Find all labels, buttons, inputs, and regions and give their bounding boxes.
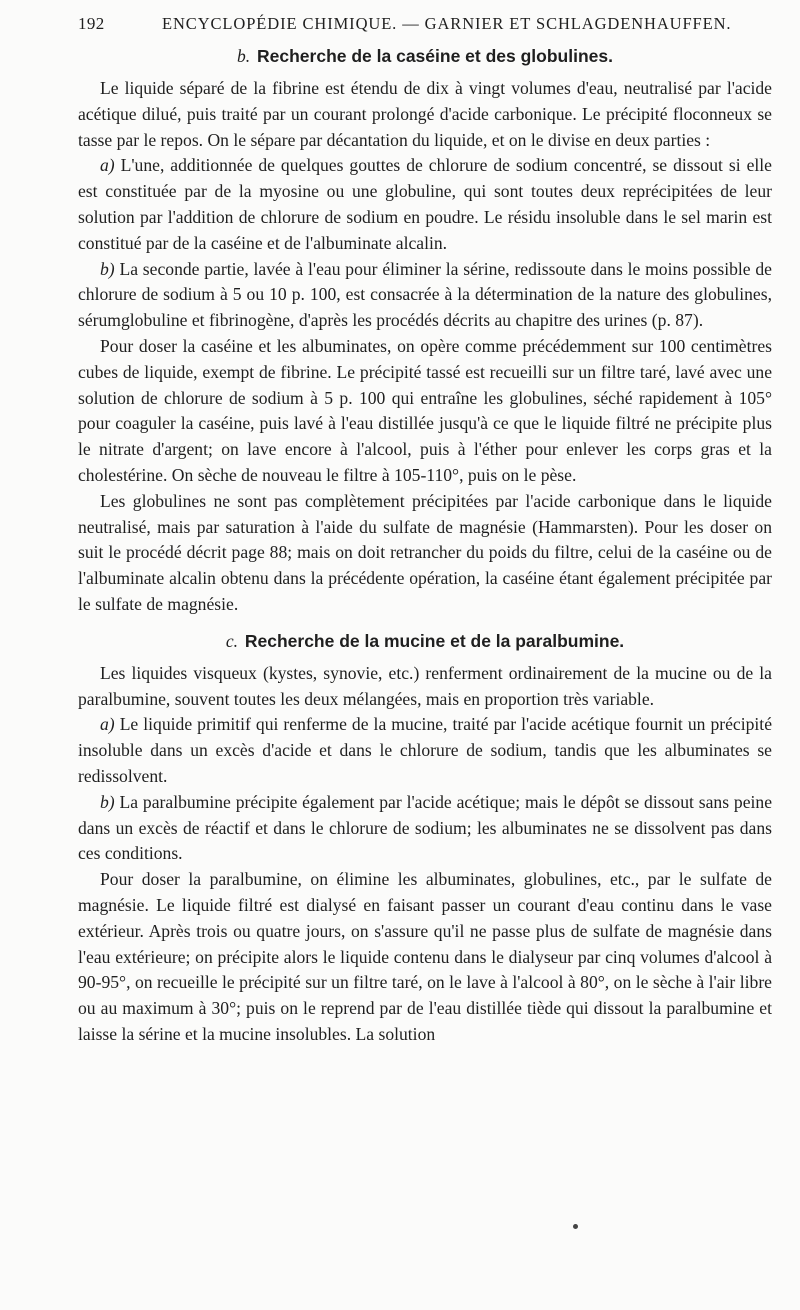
section-title: Recherche de la caséine et des globulines. [257, 46, 613, 66]
section-letter: c. [225, 630, 238, 651]
paragraph-text: Le liquide primitif qui renferme de la mucine, traité par l'acide acétique fournit un précipité insoluble dans un excès d'acide et dans le chlorure de sodium, tandis que les albuminates se redissolvent. [78, 714, 773, 786]
section-heading-b [78, 46, 772, 67]
item-marker: b) [100, 791, 115, 812]
print-speck [573, 1224, 578, 1229]
running-head [78, 14, 772, 40]
paragraph-text: Les globulines ne sont pas complètement précipitées par l'acide carbonique dans le liquide neutralisé, mais par saturation à l'aide du sulfate de magnésie (Hammarsten). Pour les doser on suit le procédé décrit page 88; mais on doit retrancher du poids du filtre, celui de la caséine ou de l'albuminate alcalin obtenu dans la précédente opération, la caséine étant également précipitée par le sulfate de magnésie. [78, 490, 772, 614]
section-letter: b. [237, 46, 251, 66]
paragraph-text: Pour doser la caséine et les albuminates, on opère comme précédemment sur 100 centimètres cubes de liquide, exempt de fibrine. Le précipité tassé est recueilli sur un filtre taré, lavé avec une solution de chlorure de sodium à 5 p. 100 qui entraîne les globulines, séché rapidement à 105° pour coaguler la caséine, puis lavé à l'eau distillée jusqu'à ce que le liquide filtré ne précipite plus le nitrate d'argent; on lave encore à l'alcool, puis à l'éther pour enlever les corps gras et la cholestérine. On sèche de nouveau le filtre à 105-110°, puis on le pèse. [78, 335, 772, 485]
section-gap [78, 618, 772, 625]
running-title: ENCYCLOPÉDIE CHIMIQUE. — GARNIER ET SCHLAGDENHAUFFEN. [162, 14, 732, 33]
paragraph [78, 790, 772, 867]
item-marker: a) [100, 155, 115, 176]
item-marker: b) [100, 258, 115, 279]
page-number: 192 [78, 14, 105, 33]
paragraph [78, 712, 772, 789]
paragraph-text: La paralbumine précipite également par l'acide acétique; mais le dépôt se dissout sans peine dans un excès de réactif et dans le chlorure de sodium; les albuminates ne se dissolvent pas dans ces conditions. [78, 791, 772, 864]
item-marker: a) [100, 714, 115, 735]
paragraph [78, 153, 772, 256]
paragraph-text: Pour doser la paralbumine, on élimine les albuminates, globulines, etc., par le sulfate de magnésie. Le liquide filtré est dialysé en faisant passer un courant d'eau continu dans le vase extérieur. Après trois ou quatre jours, on s'assure qu'il ne passe plus de sulfate de magnésie dans l'eau extérieure; on précipite alors le liquide contenu dans le dialyseur par cinq volumes d'alcool à 90-95°, on recueille le précipité sur un filtre taré, on le lave à l'alcool à 80°, on le sèche à l'air libre ou au maximum à 30°; puis on le reprend par de l'eau distillée tiède qui dissout la paralbumine et laisse la sérine et la mucine insolubles. La solution [78, 869, 772, 1044]
paragraph [78, 257, 772, 334]
paragraph-text: Le liquide séparé de la fibrine est étendu de dix à vingt volumes d'eau, neutralisé par l'acide acétique dilué, puis traité par un courant prolongé d'acide carbonique. Le précipité floconneux se tasse par le repos. On le sépare par décantation du liquide, et on le divise en deux parties : [78, 78, 772, 150]
paragraph [78, 489, 772, 618]
paragraph-text: Les liquides visqueux (kystes, synovie, etc.) renferment ordinairement de la mucine ou de la paralbumine, souvent toutes les deux mélangées, mais en proportion très variable. [78, 662, 772, 709]
section-heading-c [78, 631, 772, 652]
paragraph [78, 661, 772, 713]
paragraph [78, 867, 772, 1048]
paragraph [78, 76, 772, 153]
paragraph [78, 334, 772, 489]
section-title: Recherche de la mucine et de la paralbumine. [244, 630, 625, 651]
paragraph-text: L'une, additionnée de quelques gouttes de chlorure de sodium concentré, se dissout si elle est constituée par de la myosine ou une globuline, qui sont toutes deux reprécipitées de leur solution par l'addition de chlorure de sodium en poudre. Le résidu insoluble dans le sel marin est constitué par de la caséine et de l'albuminate alcalin. [78, 155, 772, 253]
paragraph-text: La seconde partie, lavée à l'eau pour éliminer la sérine, redissoute dans le moins possible de chlorure de sodium à 5 ou 10 p. 100, est consacrée à la détermination de la nature des globulines, sérumglobuline et fibrinogène, d'après les procédés décrits au chapitre des urines (p. 87). [78, 258, 772, 331]
